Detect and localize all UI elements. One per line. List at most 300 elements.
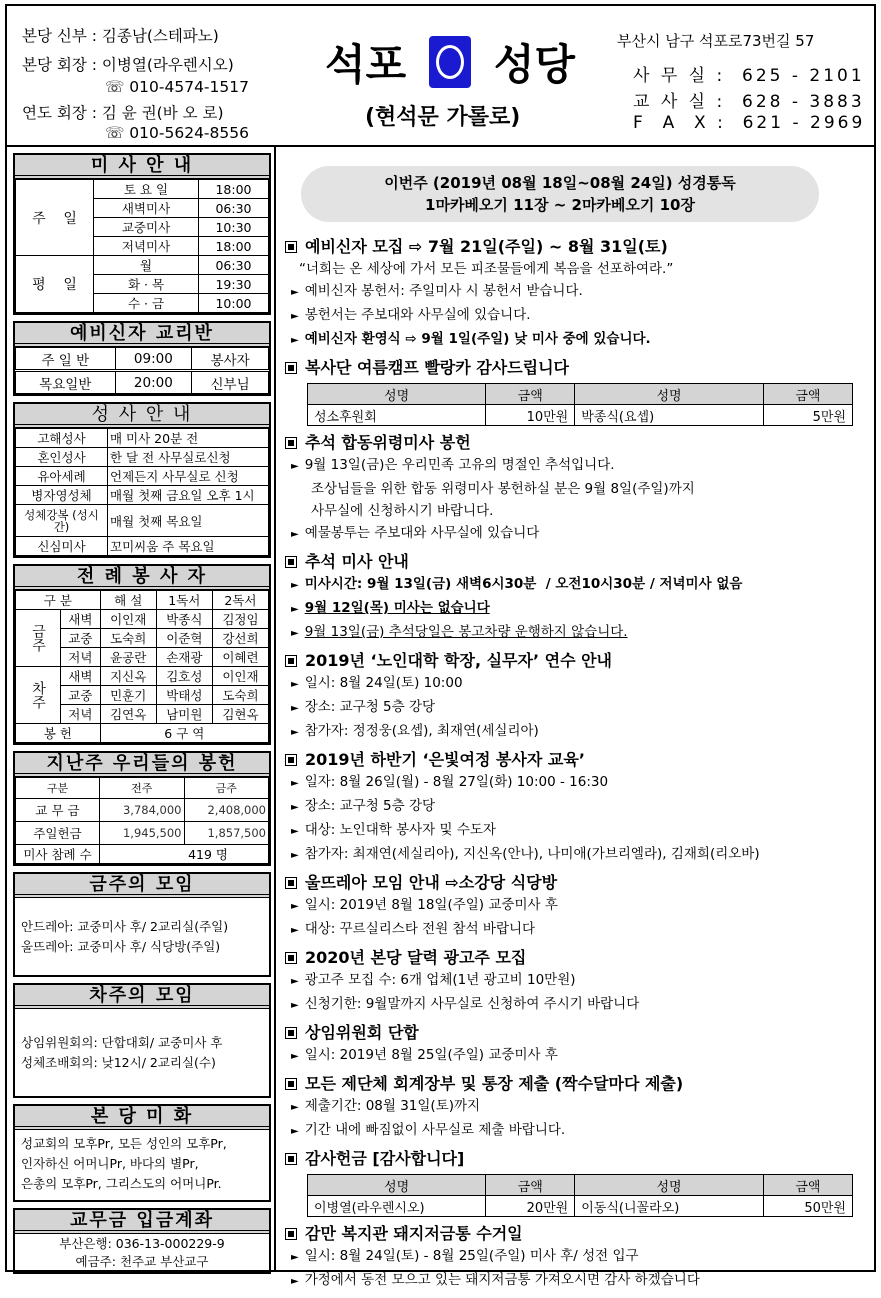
- donation-header: 구분: [16, 778, 100, 799]
- mass-time: 06:30: [199, 256, 269, 275]
- flowers-box: [13, 1104, 271, 1202]
- notice-text: 9월 12일(목) 미사는 없습니다: [304, 600, 490, 616]
- triangle-bullet-icon: ►: [291, 529, 299, 540]
- notice-section: [285, 749, 865, 867]
- liturgy-group-label: 금주: [16, 610, 61, 667]
- notice-line: [285, 500, 865, 522]
- notice-text: 참가자: 정정웅(요셉), 최재연(세실리아): [304, 723, 539, 739]
- section-title: [285, 947, 865, 969]
- triangle-bullet-icon: ►: [291, 311, 299, 322]
- section-title: [285, 650, 865, 672]
- notice-text: 대상: 꾸르실리스타 전원 참석 바랍니다: [304, 921, 536, 937]
- pastor: 본당 신부 : 김종남(스테파노): [22, 27, 219, 45]
- next_week-title: 차주의 모임: [15, 985, 269, 1009]
- triangle-bullet-icon: ►: [291, 1252, 299, 1263]
- notice-line: [285, 843, 865, 867]
- donations-title: 지난주 우리들의 봉헌: [15, 753, 269, 777]
- donation-cell: 2,408,000: [184, 799, 269, 822]
- section-title: [285, 1022, 865, 1044]
- triangle-bullet-icon: ►: [291, 778, 299, 789]
- square-bullet-icon: [285, 437, 297, 449]
- table-row: [16, 371, 269, 394]
- catechumen-title: 예비신자 교리반: [15, 323, 269, 347]
- church-title: [325, 32, 575, 92]
- liturgy-cell: 저녁: [61, 705, 101, 724]
- notice-text: 봉헌서는 주보대와 사무실에 있습니다.: [304, 307, 531, 323]
- notice-section: [285, 236, 865, 352]
- section-title-text: 복사단 여름캠프 빨랑카 감사드립니다: [305, 358, 570, 377]
- catechumen-table: [15, 347, 269, 394]
- triangle-bullet-icon: ►: [291, 925, 299, 936]
- section-title: [285, 1148, 865, 1170]
- sacrament-name: 신심미사: [16, 537, 108, 556]
- square-bullet-icon: [285, 1228, 297, 1240]
- notice-text: 참가자: 최재연(세실리아), 지신옥(안나), 나미애(가브리엘라), 김재희(리오바): [304, 846, 760, 862]
- offering-label: 봉 헌: [16, 724, 101, 743]
- thanks-table: [307, 383, 853, 426]
- triangle-bullet-icon: ►: [291, 850, 299, 861]
- notice-text: 제출기간: 08월 31일(토)까지: [304, 1098, 481, 1114]
- notice-line: [285, 280, 865, 304]
- liturgy-header: 1독서: [156, 591, 212, 610]
- notice-text: 예비신자 봉헌서: 주일미사 시 봉헌서 받습니다.: [304, 283, 583, 299]
- square-bullet-icon: [285, 655, 297, 667]
- mass-name: 화 · 목: [94, 275, 199, 294]
- table-cell: 20만원: [486, 1196, 575, 1217]
- offering-value: 6 구 역: [100, 724, 268, 743]
- bible-reading-banner: [301, 166, 819, 222]
- account-text: [15, 1234, 269, 1272]
- table-header: 금액: [486, 1175, 575, 1196]
- table-header: 성명: [308, 384, 486, 405]
- section-title: [285, 432, 865, 454]
- donations-box: [13, 751, 271, 866]
- table-header: 금액: [763, 384, 852, 405]
- notice-section: [285, 650, 865, 744]
- text-line: 성교회의 모후Pr, 모든 성인의 모후Pr,: [21, 1136, 227, 1151]
- table-row: [16, 537, 269, 556]
- mass-group-label: 평 일: [16, 256, 94, 313]
- notice-line: [285, 328, 865, 352]
- liturgy-header: 구 분: [16, 591, 101, 610]
- mass-box: [13, 153, 271, 315]
- section-title: [285, 357, 865, 379]
- notice-text: “너희는 온 세상에 가서 모든 피조물들에게 복음을 선포하여라.”: [299, 261, 674, 277]
- notice-line: [285, 795, 865, 819]
- liturgy-cell: 김호성: [156, 667, 212, 686]
- this_week-title: 금주의 모임: [15, 874, 269, 898]
- text-line: 성체조배회의: 낮12시/ 2교리실(수): [21, 1054, 216, 1070]
- annual-chair-phone: ☏ 010-5624-8556: [105, 124, 249, 142]
- section-title: [285, 551, 865, 573]
- liturgy-table: [15, 590, 269, 743]
- chair-phone: ☏ 010-4574-1517: [105, 78, 249, 96]
- sacrament-info: 언제든지 사무실로 신청: [108, 467, 269, 486]
- section-title-text: 감사헌금 [감사합니다]: [305, 1149, 465, 1168]
- sacrament-name: 혼인성사: [16, 448, 108, 467]
- notice-line: [285, 894, 865, 918]
- liturgy-cell: 김연옥: [100, 705, 156, 724]
- table-row: [16, 799, 269, 822]
- notice-line: [285, 720, 865, 744]
- this_week-box: [13, 872, 271, 977]
- liturgy-cell: 이혜련: [212, 648, 268, 667]
- notice-text: 일시: 8월 24일(토) - 8월 25일(주일) 미사 후/ 성전 입구: [304, 1248, 639, 1264]
- text-line: 부산은행: 036-13-000229-9: [59, 1236, 225, 1251]
- triangle-bullet-icon: ►: [291, 461, 299, 472]
- notice-line: [285, 993, 865, 1017]
- notice-line: [285, 621, 865, 645]
- this-week-text: [15, 898, 269, 975]
- table-header: 성명: [575, 384, 764, 405]
- triangle-bullet-icon: ►: [291, 1102, 299, 1113]
- table-row: [16, 505, 269, 537]
- sacrament-name: 성체강복 (성시간): [16, 505, 108, 537]
- table-cell: 10만원: [486, 405, 575, 426]
- square-bullet-icon: [285, 556, 297, 568]
- notice-line: [285, 819, 865, 843]
- triangle-bullet-icon: ►: [291, 679, 299, 690]
- notice-section: [285, 872, 865, 942]
- triangle-bullet-icon: ►: [291, 727, 299, 738]
- sacrament-info: 매월 첫째 금요일 오후 1시: [108, 486, 269, 505]
- banner-line2: 1마카베오기 11장 ~ 2마카베오기 10장: [425, 196, 695, 214]
- sacraments-box: [13, 402, 271, 558]
- notice-line: [285, 1269, 865, 1293]
- title-left: 석포: [325, 40, 407, 89]
- catechumen-cell: 09:00: [115, 348, 192, 371]
- notice-line: [285, 304, 865, 328]
- donation-cell: 1,857,500: [184, 822, 269, 845]
- notice-line: [285, 258, 865, 280]
- table-row: [16, 845, 269, 864]
- table-cell: 5만원: [763, 405, 852, 426]
- donations-table: [15, 777, 269, 864]
- liturgy-cell: 새벽: [61, 610, 101, 629]
- table-row: [16, 610, 269, 629]
- section-title-text: 추석 합동위령미사 봉헌: [305, 433, 471, 452]
- sacrament-info: 한 달 전 사무실로신청: [108, 448, 269, 467]
- church-logo-icon: [429, 36, 471, 88]
- liturgy-cell: 윤공란: [100, 648, 156, 667]
- square-bullet-icon: [285, 1078, 297, 1090]
- table-row: [16, 467, 269, 486]
- catechumen-cell: 20:00: [115, 371, 192, 394]
- section-title: [285, 872, 865, 894]
- donation-cell: 3,784,000: [100, 799, 185, 822]
- table-row: [16, 778, 269, 799]
- liturgy-cell: 교중: [61, 629, 101, 648]
- mass-title: 미 사 안 내: [15, 155, 269, 179]
- next-week-text: [15, 1009, 269, 1096]
- liturgy-cell: 새벽: [61, 667, 101, 686]
- section-title-text: 추석 미사 안내: [305, 552, 409, 571]
- liturgy-cell: 김현옥: [212, 705, 268, 724]
- triangle-bullet-icon: ►: [291, 628, 299, 639]
- notice-text: 장소: 교구청 5층 강당: [304, 699, 436, 715]
- section-title-text: 상임위원회 단합: [305, 1023, 419, 1042]
- header: [5, 4, 876, 147]
- table-row: [308, 1196, 853, 1217]
- notice-line: [285, 969, 865, 993]
- notice-section: [285, 1022, 865, 1068]
- notice-section: [285, 432, 865, 546]
- square-bullet-icon: [285, 362, 297, 374]
- liturgy-cell: 저녁: [61, 648, 101, 667]
- notice-section: [285, 551, 865, 645]
- attendance-label: 미사 참례 수: [16, 845, 100, 864]
- text-line: 울뜨레아: 교중미사 후/ 식당방(주일): [21, 938, 221, 954]
- sacrament-info: 꼬미씨움 주 목요일: [108, 537, 269, 556]
- right-column: [285, 166, 865, 1298]
- square-bullet-icon: [285, 754, 297, 766]
- flowers-title: 본 당 미 화: [15, 1106, 269, 1130]
- triangle-bullet-icon: ►: [291, 703, 299, 714]
- sacrament-info: 매 미사 20분 전: [108, 429, 269, 448]
- liturgy-cell: 손재광: [156, 648, 212, 667]
- section-title: [285, 1073, 865, 1095]
- notice-line: [285, 478, 865, 500]
- table-header: 성명: [575, 1175, 764, 1196]
- table-header-row: [308, 384, 853, 405]
- table-cell: 박종식(요셉): [575, 405, 764, 426]
- text-line: 은총의 모후Pr, 그리스도의 어머니Pr.: [21, 1176, 222, 1191]
- mass-table: [15, 179, 269, 313]
- notice-text: 미사시간: 9월 13일(금) 새벽6시30분 / 오전10시30분 / 저녁미사 없음: [304, 576, 743, 592]
- sacrament-name: 고해성사: [16, 429, 108, 448]
- liturgy-title: 전 례 봉 사 자: [15, 566, 269, 590]
- liturgy-box: [13, 564, 271, 745]
- sacraments-title: 성 사 안 내: [15, 404, 269, 428]
- teacher-phone: 교 사 실 : 628 - 3883: [633, 92, 865, 112]
- notice-line: [285, 696, 865, 720]
- square-bullet-icon: [285, 1027, 297, 1039]
- catechumen-cell: 신부님: [192, 371, 269, 394]
- notice-line: [285, 672, 865, 696]
- triangle-bullet-icon: ►: [291, 287, 299, 298]
- table-row: [16, 448, 269, 467]
- liturgy-cell: 박종식: [156, 610, 212, 629]
- square-bullet-icon: [285, 241, 297, 253]
- catechumen-cell: 주 일 반: [16, 348, 116, 371]
- thanks-table: [307, 1174, 853, 1217]
- notice-text: 대상: 노인대학 봉사자 및 수도자: [304, 822, 496, 838]
- triangle-bullet-icon: ►: [291, 604, 299, 615]
- liturgy-cell: 지신옥: [100, 667, 156, 686]
- church-subtitle: (현석문 가롤로): [365, 105, 521, 130]
- table-cell: 성소후원회: [308, 405, 486, 426]
- donation-cell: 1,945,500: [100, 822, 185, 845]
- section-title: [285, 749, 865, 771]
- mass-time: 10:30: [199, 218, 269, 237]
- mass-name: 교중미사: [94, 218, 199, 237]
- table-cell: 이병열(라우렌시오): [308, 1196, 486, 1217]
- triangle-bullet-icon: ►: [291, 802, 299, 813]
- text-line: 예금주: 천주교 부산교구: [75, 1254, 209, 1269]
- sacrament-name: 병자영성체: [16, 486, 108, 505]
- liturgy-cell: 이준혁: [156, 629, 212, 648]
- square-bullet-icon: [285, 877, 297, 889]
- liturgy-cell: 이인재: [100, 610, 156, 629]
- account-box: [13, 1208, 271, 1274]
- catechumen-box: [13, 321, 271, 396]
- table-header: 금액: [763, 1175, 852, 1196]
- notice-section: [285, 357, 865, 426]
- section-title: [285, 236, 865, 258]
- triangle-bullet-icon: ►: [291, 580, 299, 591]
- notice-line: [285, 454, 865, 478]
- text-line: 인자하신 어머니Pr, 바다의 별Pr,: [21, 1156, 199, 1171]
- section-title-text: 2019년 ‘노인대학 학장, 실무자’ 연수 안내: [305, 651, 613, 670]
- address: 부산시 남구 석포로73번길 57: [617, 32, 815, 50]
- banner-line1: 이번주 (2019년 08월 18일~08월 24일) 성경통독: [384, 174, 736, 192]
- mass-name: 저녁미사: [94, 237, 199, 256]
- notice-text: 일시: 2019년 8월 18일(주일) 교중미사 후: [304, 897, 558, 913]
- notice-line: [285, 1044, 865, 1068]
- flowers-text: [15, 1130, 269, 1200]
- notice-text: 예비신자 환영식 ⇨ 9월 1일(주일) 낮 미사 중에 있습니다.: [304, 331, 651, 347]
- donation-header: 금주: [184, 778, 269, 799]
- notice-text: 예물봉투는 주보대와 사무실에 있습니다: [304, 525, 540, 541]
- table-row: [16, 256, 269, 275]
- liturgy-cell: 이인재: [212, 667, 268, 686]
- notice-line: [285, 1245, 865, 1269]
- section-title-text: 예비신자 모집 ⇨ 7월 21일(주일) ~ 8월 31일(토): [305, 237, 668, 256]
- notice-section: [285, 1148, 865, 1217]
- table-row: [16, 591, 269, 610]
- table-row: [16, 348, 269, 371]
- annual-chair: 연도 회장 : 김 윤 권(바 오 로): [22, 104, 224, 122]
- table-header: 성명: [308, 1175, 486, 1196]
- notice-line: [285, 918, 865, 942]
- notice-line: [285, 771, 865, 795]
- notice-line: [285, 522, 865, 546]
- notice-line: [285, 1095, 865, 1119]
- triangle-bullet-icon: ►: [291, 1126, 299, 1137]
- sacraments-table: [15, 428, 269, 556]
- liturgy-header: 2독서: [212, 591, 268, 610]
- liturgy-group-label: 차주: [16, 667, 61, 724]
- donation-header: 전주: [100, 778, 185, 799]
- notice-text: 장소: 교구청 5층 강당: [304, 798, 436, 814]
- liturgy-cell: 박태성: [156, 686, 212, 705]
- liturgy-cell: 김정임: [212, 610, 268, 629]
- triangle-bullet-icon: ►: [291, 976, 299, 987]
- text-line: 안드레아: 교중미사 후/ 2교리실(주일): [21, 918, 229, 934]
- liturgy-cell: 도숙희: [212, 686, 268, 705]
- notice-section: [285, 1073, 865, 1143]
- liturgy-cell: 남미원: [156, 705, 212, 724]
- liturgy-cell: 도숙희: [100, 629, 156, 648]
- table-row: [16, 486, 269, 505]
- section-title-text: 2020년 본당 달력 광고주 모집: [305, 948, 527, 967]
- notice-text: 사무실에 신청하시기 바랍니다.: [311, 503, 494, 519]
- liturgy-header: 해 설: [100, 591, 156, 610]
- table-header: 금액: [486, 384, 575, 405]
- table-cell: 50만원: [763, 1196, 852, 1217]
- left-column: [13, 153, 271, 1280]
- table-row: [308, 405, 853, 426]
- mass-name: 새벽미사: [94, 199, 199, 218]
- triangle-bullet-icon: ►: [291, 901, 299, 912]
- triangle-bullet-icon: ►: [291, 1276, 299, 1287]
- notice-text: 9월 13일(금)은 우리민족 고유의 명절인 추석입니다.: [304, 457, 615, 473]
- notice-text: 조상님들을 위한 합동 위령미사 봉헌하실 분은 9월 8일(주일)까지: [311, 481, 695, 497]
- notice-text: 신청기한: 9월말까지 사무실로 신청하여 주시기 바랍니다: [304, 996, 640, 1012]
- table-header-row: [308, 1175, 853, 1196]
- column-divider: [274, 147, 276, 1272]
- table-row: [16, 429, 269, 448]
- mass-name: 월: [94, 256, 199, 275]
- notice-line: [285, 573, 865, 597]
- section-title: [285, 1223, 865, 1245]
- donation-cell: 주일헌금: [16, 822, 100, 845]
- square-bullet-icon: [285, 1153, 297, 1165]
- next_week-box: [13, 983, 271, 1098]
- table-row: [16, 822, 269, 845]
- notice-text: 가정에서 동전 모으고 있는 돼지저금통 가져오시면 감사 하겠습니다: [304, 1272, 700, 1288]
- mass-group-label: 주 일: [16, 180, 94, 256]
- section-title-text: 감만 복지관 돼지저금통 수거일: [305, 1224, 523, 1243]
- parish-chair: 본당 회장 : 이병열(라우렌시오): [22, 56, 234, 74]
- triangle-bullet-icon: ►: [291, 1000, 299, 1011]
- liturgy-cell: 교중: [61, 686, 101, 705]
- liturgy-cell: 민훈기: [100, 686, 156, 705]
- notice-line: [285, 597, 865, 621]
- liturgy-cell: 강선희: [212, 629, 268, 648]
- section-title-text: 2019년 하반기 ‘은빛여정 봉사자 교육’: [305, 750, 585, 769]
- catechumen-cell: 목요일반: [16, 371, 116, 394]
- sacrament-name: 유아세례: [16, 467, 108, 486]
- notice-line: [285, 1119, 865, 1143]
- notice-text: 일시: 8월 24일(토) 10:00: [304, 675, 463, 691]
- section-title-text: 울뜨레아 모임 안내 ⇨소강당 식당방: [305, 873, 558, 892]
- triangle-bullet-icon: ►: [291, 826, 299, 837]
- table-row: [16, 180, 269, 199]
- mass-time: 19:30: [199, 275, 269, 294]
- mass-time: 18:00: [199, 180, 269, 199]
- table-cell: 이동식(니꼴라오): [575, 1196, 764, 1217]
- sacrament-info: 매월 첫째 목요일: [108, 505, 269, 537]
- notice-text: 9월 13일(금) 추석당일은 봉고차량 운행하지 않습니다.: [304, 624, 628, 640]
- square-bullet-icon: [285, 952, 297, 964]
- notice-text: 광고주 모집 수: 6개 업체(1년 광고비 10만원): [304, 972, 576, 988]
- notice-text: 일자: 8월 26일(월) - 8월 27일(화) 10:00 - 16:30: [304, 774, 609, 790]
- account-title: 교무금 입금계좌: [15, 1210, 269, 1234]
- attendance-value: 419 명: [100, 845, 269, 864]
- triangle-bullet-icon: ►: [291, 335, 299, 346]
- mass-name: 수 · 금: [94, 294, 199, 313]
- title-right: 성당: [493, 40, 575, 89]
- triangle-bullet-icon: ►: [291, 1051, 299, 1062]
- fax: F A X : 621 - 2969: [633, 113, 866, 133]
- section-title-text: 모든 제단체 회계장부 및 통장 제출 (짝수달마다 제출): [305, 1074, 684, 1093]
- notice-text: 일시: 2019년 8월 25일(주일) 교중미사 후: [304, 1047, 558, 1063]
- office-phone: 사 무 실 : 625 - 2101: [633, 66, 865, 86]
- catechumen-cell: 봉사자: [192, 348, 269, 371]
- table-row: [16, 724, 269, 743]
- mass-name: 토 요 일: [94, 180, 199, 199]
- donation-cell: 교 무 금: [16, 799, 100, 822]
- notice-section: [285, 947, 865, 1017]
- table-row: [16, 667, 269, 686]
- mass-time: 18:00: [199, 237, 269, 256]
- mass-time: 10:00: [199, 294, 269, 313]
- notice-text: 기간 내에 빠짐없이 사무실로 제출 바랍니다.: [304, 1122, 566, 1138]
- text-line: 상임위원회의: 단합대회/ 교중미사 후: [21, 1034, 223, 1050]
- notice-section: [285, 1223, 865, 1293]
- mass-time: 06:30: [199, 199, 269, 218]
